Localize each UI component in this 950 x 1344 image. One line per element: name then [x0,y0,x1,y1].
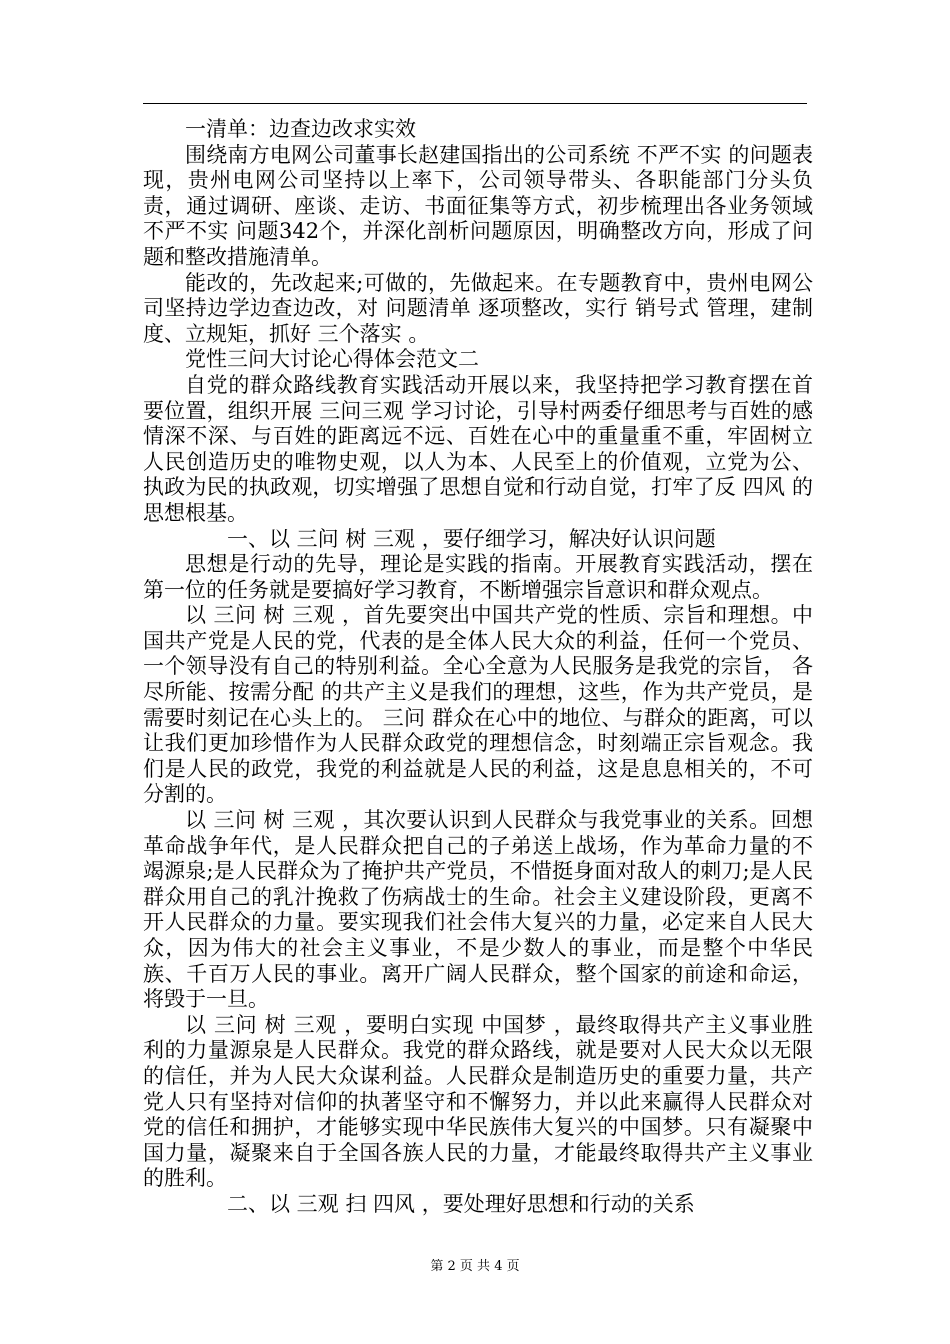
section-heading: 一清单：边查边改求实效 [185,117,416,141]
body-paragraph: 以 三问 树 三观 ，首先要突出中国共产党的性质、宗旨和理想。中国共产党是人民的党，代表的是全体人民大众的利益，任何一个党员、一个领导没有自己的特别利益。全心全意为人民服务是我党的宗旨， 各尽所能、按需分配 的共产主义是我们的理想，这些，作为共产党员，是需要时刻记在心头上的。 三问 群众在心中的地位、与群众的距离，可以让我们更加珍惜作为人民群众政党的理想信念，时刻端正宗旨观念。我们是人民的政党，我党的利益就是人民的利益，这是息息相关的，不可分割的。 [143,603,813,807]
body-paragraph: 以 三问 树 三观 ，其次要认识到人民群众与我党事业的关系。回想革命战争年代，是人民群众把自己的子弟送上战场，作为革命力量的不竭源泉;是人民群众为了掩护共产党员，不惜挺身面对敌人的刺刀;是人民群众用自己的乳汁挽救了伤病战士的生命。社会主义建设阶段，更离不开人民群众的力量。要实现我们社会伟大复兴的力量，必定来自人民大众，因为伟大的社会主义事业，不是少数人的事业，而是整个中华民族、千百万人民的事业。离开广阔人民群众，整个国家的前途和命运，将毁于一旦。 [143,808,813,1012]
body-paragraph: 以 三问 树 三观 ，要明白实现 中国梦 ，最终取得共产主义事业胜利的力量源泉是人民群众。我党的群众路线，就是要对人民大众以无限的信任，并为人民大众谋利益。人民群众是制造历史的重要力量，共产党人只有坚持对信仰的执著坚守和不懈努力，并以此来赢得人民群众对党的信任和拥护，才能够实现中华民族伟大复兴的中国梦。只有凝聚中国力量，凝聚来自于全国各族人民的力量，才能最终取得共产主义事业的胜利。 [143,1012,813,1191]
body-paragraph: 自党的群众路线教育实践活动开展以来，我坚持把学习教育摆在首要位置，组织开展 三问三观 学习讨论，引导村两委仔细思考与百姓的感情深不深、与百姓的距离远不远、百姓在心中的重量重不重，牢固树立人民创造历史的唯物史观，以人为本、人民至上的价值观，立党为公、执政为民的执政观，切实增强了思想自觉和行动自觉，打牢了反 四风 的思想根基。 [143,372,813,525]
header-rule [143,103,807,104]
article-title: 党性三问大讨论心得体会范文二 [185,347,479,372]
body-paragraph: 能改的，先改起来;可做的，先做起来。在专题教育中，贵州电网公司坚持边学边查边改，对 问题清单 逐项整改，实行 销号式 管理，建制度、立规矩，抓好 三个落实 。 [143,270,813,346]
section-heading: 一、以 三问 树 三观 ，要仔细学习，解决好认识问题 [227,526,716,551]
section-heading: 二、以 三观 扫 四风 ，要处理好思想和行动的关系 [227,1191,695,1216]
page-footer: 第 2 页 共 4 页 [430,1259,520,1274]
body-paragraph: 思想是行动的先导，理论是实践的指南。开展教育实践活动，摆在第一位的任务就是要搞好学习教育，不断增强宗旨意识和群众观点。 [143,552,813,602]
body-paragraph: 围绕南方电网公司董事长赵建国指出的公司系统 不严不实 的问题表现，贵州电网公司坚持以上率下，公司领导带头、各职能部门分头负责，通过调研、座谈、走访、书面征集等方式，初步梳理出各业务领域 不严不实 问题342个，并深化剖析问题原因，明确整改方向，形成了问题和整改措施清单。 [143,142,813,269]
document-body [143,117,813,1218]
